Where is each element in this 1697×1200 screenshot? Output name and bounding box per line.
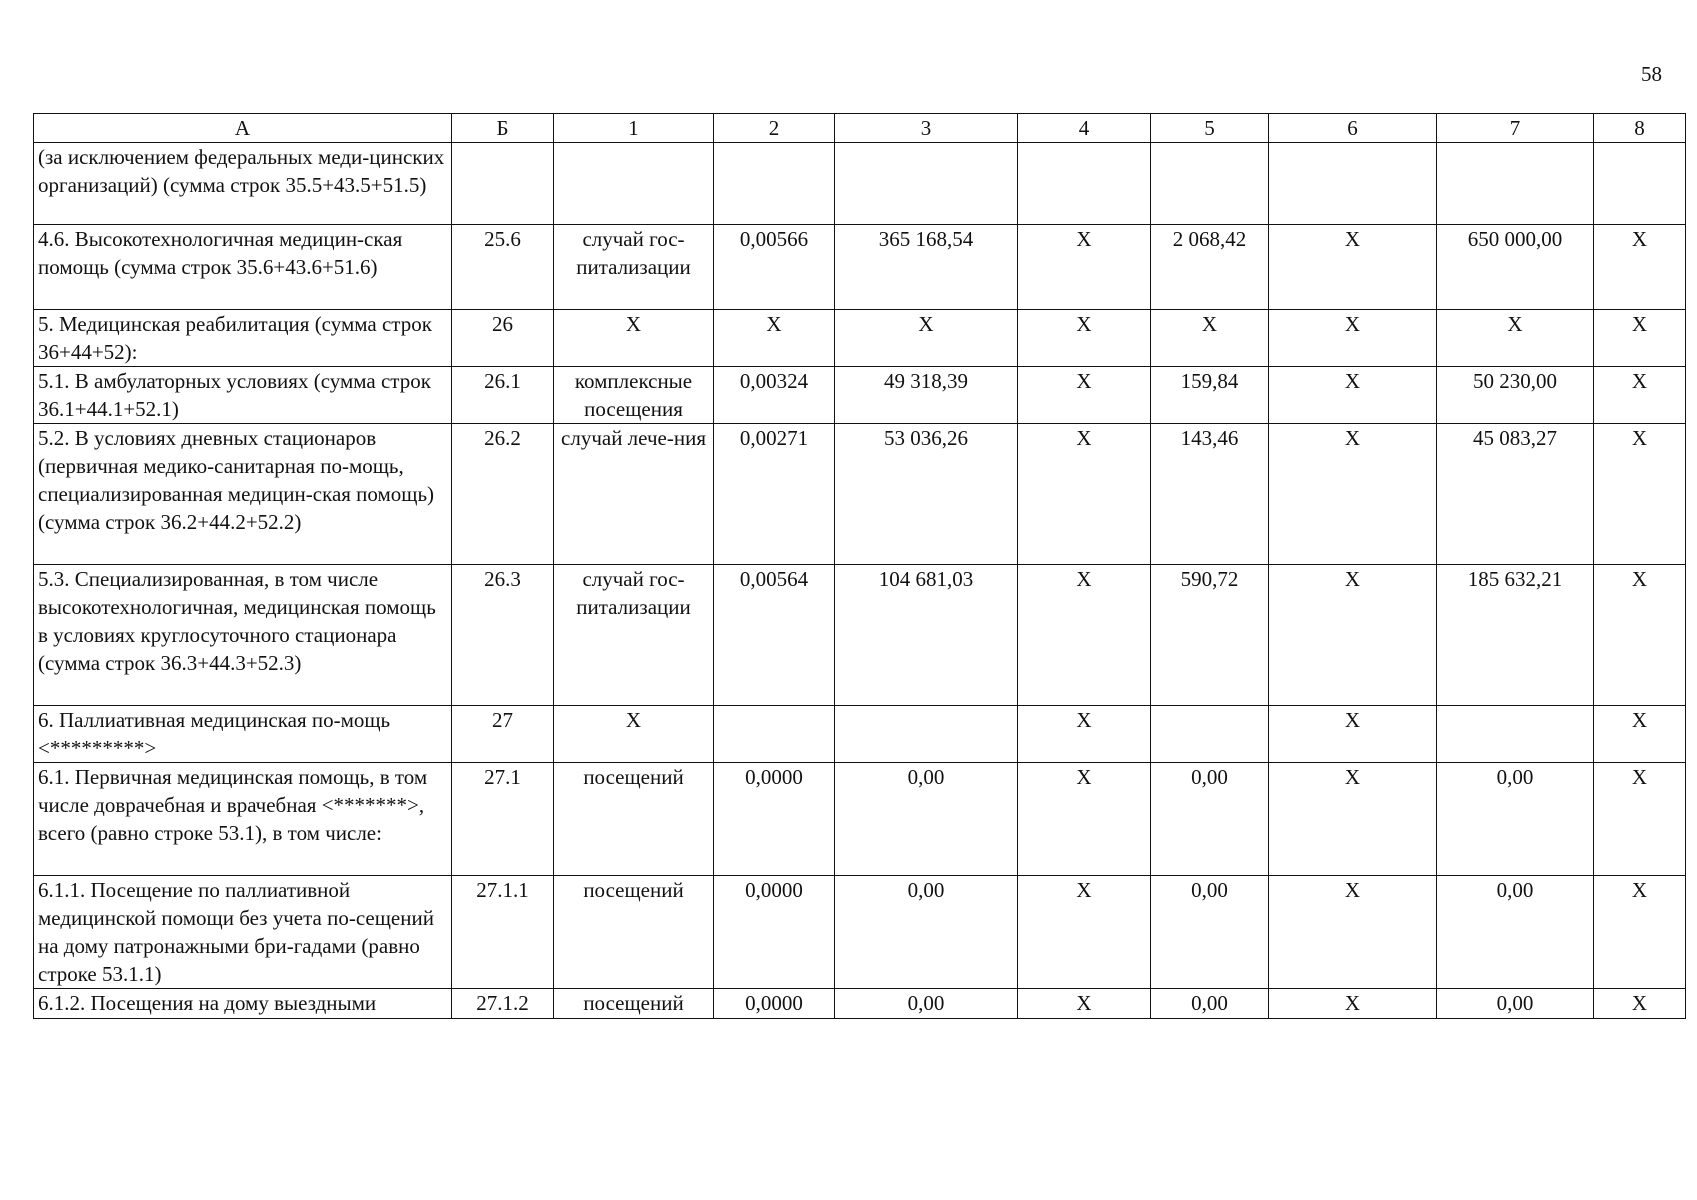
cell-value [714, 143, 835, 225]
column-header: 1 [554, 114, 714, 143]
cell-value: 0,00271 [714, 424, 835, 565]
table-row [34, 367, 1686, 424]
table-row [34, 424, 1686, 565]
cell-value: X [1269, 876, 1437, 989]
table-row [34, 310, 1686, 367]
cell-name: (за исключением федеральных меди-цинских организаций) (сумма строк 35.5+43.5+51.5) [34, 143, 452, 225]
cell-value: X [1594, 367, 1686, 424]
cell-value: X [1594, 706, 1686, 763]
column-header: 6 [1269, 114, 1437, 143]
cell-value [835, 706, 1018, 763]
cell-name: 5.1. В амбулаторных условиях (сумма строк 36.1+44.1+52.1) [34, 367, 452, 424]
cell-code: 26.3 [452, 565, 554, 706]
cell-value: 365 168,54 [835, 225, 1018, 310]
cell-name: 6. Паллиативная медицинская по-мощь <*********> [34, 706, 452, 763]
cell-value: 104 681,03 [835, 565, 1018, 706]
cell-value: X [1018, 565, 1151, 706]
cell-unit: X [554, 706, 714, 763]
cell-value: 53 036,26 [835, 424, 1018, 565]
column-header: 5 [1151, 114, 1269, 143]
cell-value: 143,46 [1151, 424, 1269, 565]
column-header: 3 [835, 114, 1018, 143]
cell-code: 26.2 [452, 424, 554, 565]
cell-value [1151, 706, 1269, 763]
cell-value: X [1269, 763, 1437, 876]
cell-value [1018, 143, 1151, 225]
cell-name: 5.3. Специализированная, в том числе высокотехнологичная, медицинская помощь в условиях круглосуточного стационара (сумма строк 36.3+44.3+52.3) [34, 565, 452, 706]
cell-code: 27 [452, 706, 554, 763]
cell-value: X [1594, 763, 1686, 876]
cell-value: 0,0000 [714, 989, 835, 1019]
header-row [34, 114, 1686, 143]
table-row [34, 706, 1686, 763]
cell-value: 0,0000 [714, 763, 835, 876]
table-row [34, 763, 1686, 876]
cell-unit: посещений [554, 876, 714, 989]
cell-value: 0,00 [1437, 989, 1594, 1019]
cell-unit: случай гос-питализации [554, 565, 714, 706]
cell-code [452, 143, 554, 225]
cell-value: X [1594, 989, 1686, 1019]
table-row [34, 876, 1686, 989]
cell-code: 27.1.2 [452, 989, 554, 1019]
cell-name: 5. Медицинская реабилитация (сумма строк 36+44+52): [34, 310, 452, 367]
cell-value: X [1018, 225, 1151, 310]
cell-code: 27.1 [452, 763, 554, 876]
cell-value: 0,00564 [714, 565, 835, 706]
cell-value: 0,00 [1437, 763, 1594, 876]
cell-value: 0,00 [835, 989, 1018, 1019]
cell-unit: X [554, 310, 714, 367]
cell-value: X [1018, 989, 1151, 1019]
cell-value: 650 000,00 [1437, 225, 1594, 310]
cell-value: X [1269, 225, 1437, 310]
cell-value: 185 632,21 [1437, 565, 1594, 706]
cell-unit: случай лече-ния [554, 424, 714, 565]
cell-value: 0,00 [835, 876, 1018, 989]
cell-value [1151, 143, 1269, 225]
cell-value: X [1018, 367, 1151, 424]
cell-code: 27.1.1 [452, 876, 554, 989]
cell-name: 6.1.1. Посещение по паллиативной медицинской помощи без учета по-сещений на дому патронажными бри-гадами (равно строке 53.1.1) [34, 876, 452, 989]
page-number: 58 [1641, 62, 1662, 86]
cell-value: 0,00566 [714, 225, 835, 310]
cell-name: 4.6. Высокотехнологичная медицин-ская помощь (сумма строк 35.6+43.6+51.6) [34, 225, 452, 310]
cell-value: X [1594, 310, 1686, 367]
cell-value: 0,00 [1151, 989, 1269, 1019]
cell-value: 0,00 [835, 763, 1018, 876]
cell-value: X [1269, 310, 1437, 367]
cell-value: X [1437, 310, 1594, 367]
cell-value: X [1018, 310, 1151, 367]
cell-value: X [1269, 989, 1437, 1019]
cell-value: 50 230,00 [1437, 367, 1594, 424]
cell-value: X [1594, 565, 1686, 706]
cell-value: 159,84 [1151, 367, 1269, 424]
column-header: А [34, 114, 452, 143]
cell-value [1269, 143, 1437, 225]
cell-value: X [1594, 424, 1686, 565]
cell-unit: посещений [554, 763, 714, 876]
cell-value: 0,00 [1437, 876, 1594, 989]
cell-value: 590,72 [1151, 565, 1269, 706]
cell-unit: комплексные посещения [554, 367, 714, 424]
cell-value: X [1594, 225, 1686, 310]
cell-unit: посещений [554, 989, 714, 1019]
cell-code: 26 [452, 310, 554, 367]
column-header: 4 [1018, 114, 1151, 143]
cell-name: 5.2. В условиях дневных стационаров (первичная медико-санитарная по-мощь, специализированная медицин-ская помощь) (сумма строк 36.2+44.2+52.2) [34, 424, 452, 565]
cell-value: X [1269, 424, 1437, 565]
cell-value: X [1018, 706, 1151, 763]
column-header: 7 [1437, 114, 1594, 143]
cell-value: X [1269, 706, 1437, 763]
cell-value: 0,0000 [714, 876, 835, 989]
cell-value [714, 706, 835, 763]
cell-value: 0,00 [1151, 763, 1269, 876]
cell-value: X [1018, 763, 1151, 876]
cell-value: 49 318,39 [835, 367, 1018, 424]
cell-value: X [1269, 367, 1437, 424]
cell-name: 6.1.2. Посещения на дому выездными [34, 989, 452, 1019]
table-row [34, 225, 1686, 310]
cell-value: X [714, 310, 835, 367]
cell-value: 2 068,42 [1151, 225, 1269, 310]
cell-value: X [1151, 310, 1269, 367]
cell-value: 0,00 [1151, 876, 1269, 989]
cell-code: 25.6 [452, 225, 554, 310]
cell-value: X [1269, 565, 1437, 706]
cell-code: 26.1 [452, 367, 554, 424]
cell-value: X [1018, 876, 1151, 989]
cell-unit [554, 143, 714, 225]
cell-value [1437, 143, 1594, 225]
data-table [33, 113, 1686, 1019]
cell-value: 0,00324 [714, 367, 835, 424]
table-row [34, 989, 1686, 1019]
column-header: 8 [1594, 114, 1686, 143]
cell-value [835, 143, 1018, 225]
table-row [34, 565, 1686, 706]
cell-name: 6.1. Первичная медицинская помощь, в том числе доврачебная и врачебная <*******>, всего (равно строке 53.1), в том числе: [34, 763, 452, 876]
column-header: 2 [714, 114, 835, 143]
cell-value [1594, 143, 1686, 225]
cell-value: X [1594, 876, 1686, 989]
cell-value: 45 083,27 [1437, 424, 1594, 565]
cell-value: X [835, 310, 1018, 367]
column-header: Б [452, 114, 554, 143]
cell-unit: случай гос-питализации [554, 225, 714, 310]
cell-value: X [1018, 424, 1151, 565]
cell-value [1437, 706, 1594, 763]
table-row [34, 143, 1686, 225]
